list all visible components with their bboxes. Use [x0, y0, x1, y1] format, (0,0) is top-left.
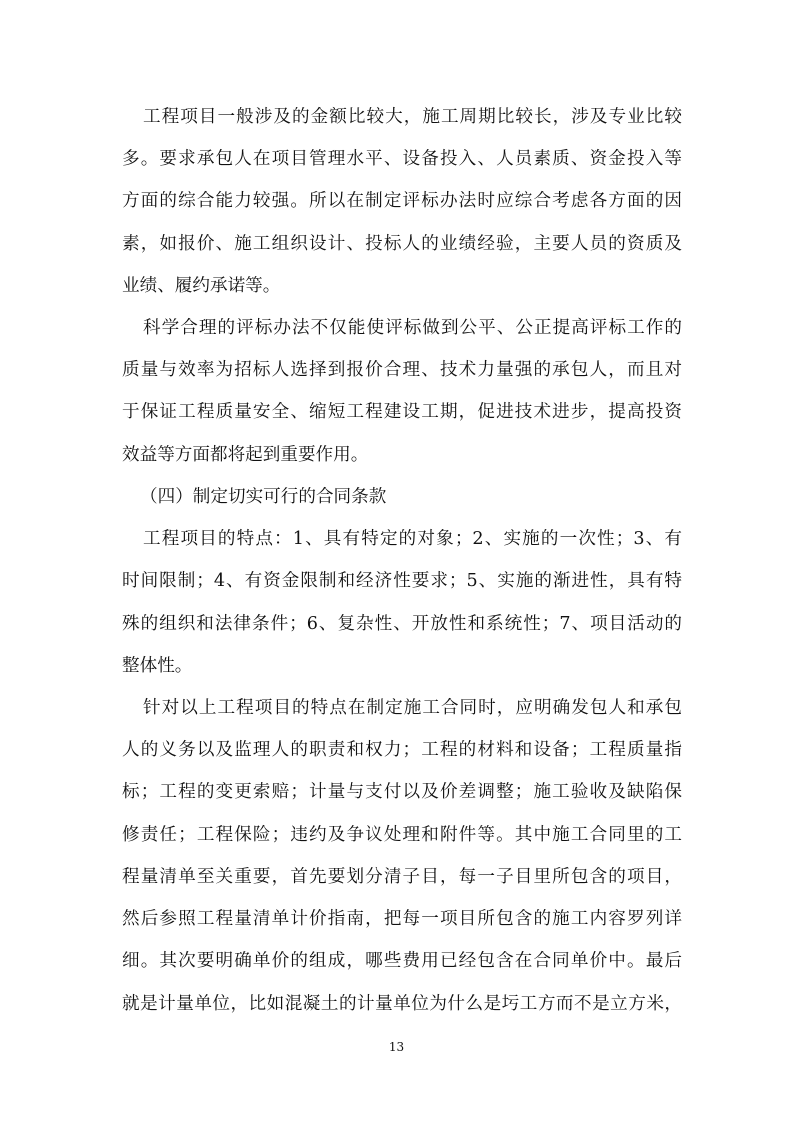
- paragraph-2-line-1: 科学合理的评标办法不仅能使评标做到公平、公正提高评标工作的: [143, 318, 682, 338]
- section-heading: （四）制定切实可行的合同条款: [140, 487, 387, 507]
- paragraph-2-line-3: 于保证工程质量安全、缩短工程建设工期，促进技术进步，提高投资: [122, 402, 682, 422]
- paragraph-4-line-3: 标；工程的变更索赔；计量与支付以及价差调整；施工验收及缺陷保: [122, 782, 682, 802]
- paragraph-4-line-5: 程量清单至关重要，首先要划分清子目，每一子目里所包含的项目，: [122, 867, 682, 887]
- paragraph-4-line-8: 就是计量单位，比如混凝土的计量单位为什么是圬工方而不是立方米，: [122, 994, 682, 1014]
- paragraph-4-line-1: 针对以上工程项目的特点在制定施工合同时，应明确发包人和承包: [143, 698, 682, 718]
- paragraph-3-line-4: 整体性。: [122, 656, 193, 676]
- paragraph-1-line-3: 方面的综合能力较强。所以在制定评标办法时应综合考虑各方面的因: [122, 191, 682, 211]
- paragraph-1-line-5: 业绩、履约承诺等。: [122, 276, 281, 296]
- paragraph-1-line-2: 多。要求承包人在项目管理水平、设备投入、人员素质、资金投入等: [122, 149, 682, 169]
- paragraph-3-line-1: 工程项目的特点：1、具有特定的对象；2、实施的一次性；3、有: [143, 529, 682, 549]
- paragraph-4-line-2: 人的义务以及监理人的职责和权力；工程的材料和设备；工程质量指: [122, 740, 682, 760]
- paragraph-3-line-3: 殊的组织和法律条件；6、复杂性、开放性和系统性；7、项目活动的: [122, 614, 682, 634]
- paragraph-3-line-2: 时间限制；4、有资金限制和经济性要求；5、实施的渐进性，具有特: [122, 571, 682, 591]
- paragraph-4-line-4: 修责任；工程保险；违约及争议处理和附件等。其中施工合同里的工: [122, 825, 682, 845]
- paragraph-1-line-1: 工程项目一般涉及的金额比较大，施工周期比较长，涉及专业比较: [143, 107, 682, 127]
- paragraph-2-line-4: 效益等方面都将起到重要作用。: [122, 445, 369, 465]
- paragraph-2-line-2: 质量与效率为招标人选择到报价合理、技术力量强的承包人，而且对: [122, 360, 682, 380]
- paragraph-4-line-7: 细。其次要明确单价的组成，哪些费用已经包含在合同单价中。最后: [122, 951, 682, 971]
- paragraph-4-line-6: 然后参照工程量清单计价指南，把每一项目所包含的施工内容罗列详: [122, 909, 682, 929]
- paragraph-1-line-4: 素，如报价、施工组织设计、投标人的业绩经验，主要人员的资质及: [122, 234, 682, 254]
- page-number: 13: [388, 1040, 405, 1054]
